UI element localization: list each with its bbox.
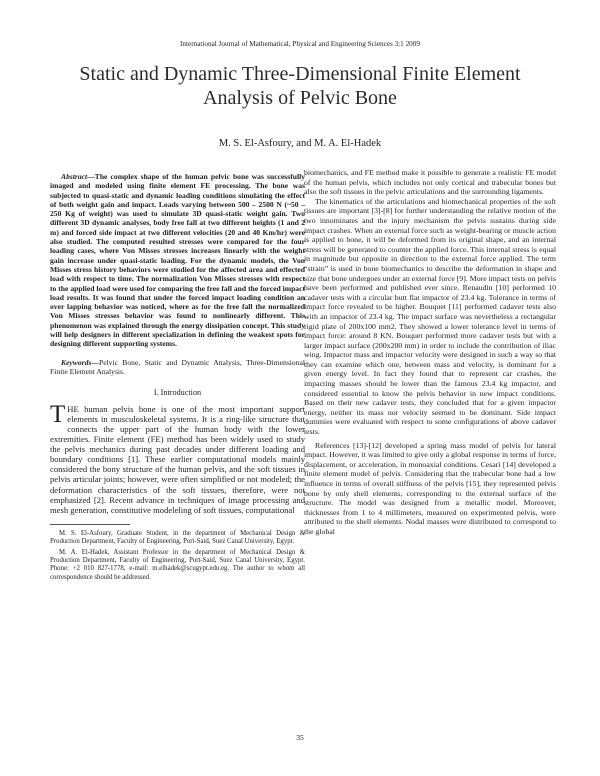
introduction-body xyxy=(50,400,305,515)
section-heading-introduction: I. Introduction xyxy=(153,388,202,398)
footnote-author-2: M. A. El-Hadek, Assistant Professor in the department of Mechanical Design & Production Department, Faculty of Engineering, Port-Said, Suez Canal University, Egypt. Phone: +2 010 827-1778, e-mail: m.elhadek@scugypt.edu.eg. The author to whom all correspondence should be addressed. xyxy=(50,548,305,581)
footnote-author-1: M. S. El-Asfoury, Graduate Student, in the department of Mechanical Design & Production Department, Faculty of Engineering, Port-Said, Suez Canal University, Egypt. xyxy=(50,529,305,546)
abstract xyxy=(50,172,305,376)
intro-paragraph: HE human pelvis bone is one of the most important support elements in musculoskeletal systems. It is a ring-like structure that connects the upper part of the human body with the lower extremities. Finite element (FE) method has been widely used to study the pelvis mechanics during past decades under different loading and boundary conditions [1]. These earlier computational models mainly considered the bony structure of the human pelvis, and the soft tissues in pelvis articular joints; however, were often simplified or not modeled; the deformation characteristics of the soft tissues, therefore, were not emphasized [2]. Recent advance in techniques of image processing and mesh generation, constitutive modeleling of soft tissues, computational xyxy=(50,403,305,515)
right-paragraph-2: The kinematics of the articulations and biomechanical properties of the soft tissues are important [3]-[8] for further understanding the relative motion of the two innominates and the injury mechanism the pelvis sustains during side impact crashes. When an external force such as weight-bearing or muscle action is applied to bone, it will be deformed from its original shape, and an internal stress will be generated to counter the applied force. This internal stress is equal in magnitude but opposite in direction to the external force applied. The term “strain” is used in bone biomechanics to describe the deformation in shape and size that bone undergoes under an external force [9]. More impact tests on pelvis have been performed and published ever since. Renaudin [10] performed 10 cadaver tests with a circular butt flat impactor of 23.4 kg. Tolerance in terms of impact force revealed to be higher. Bouquet [11] performed cadaver tests also with an impactor of 23.4 kg. The impact surface was nevertheless a rectangular rigid plate of 200x100 mm2. They showed a lower tolerance level in terms of impact force: around 8 KN. Bouquet performed more cadaver tests but with a larger impact surface (200x200 mm) in order to include the contribution of iliac wing. Impactor mass and impactor velocity were designed in such a way so that they can examine which one, between mass and velocity, is dominant for a given energy level. In fact they found that to represent car crashes, the impacting masses should be lower than the famous 23.4 kg impactor, and considered essential to know the pelvis behavior in new impact conditions. Based on their new cadaver tests, they concluded that for a given impactor energy, neither its mass nor velocity seemed to be dominant. Side impact dummies were evaluated with respect to some configurations of above cadaver tests. xyxy=(304,196,556,437)
journal-header: International Journal of Mathematical, Physical and Engineering Sciences 3:1 2009 xyxy=(180,40,420,48)
keywords-label: Keywords— xyxy=(61,357,99,367)
drop-cap: T xyxy=(50,400,66,428)
keywords-text: Pelvic Bone, Static and Dynamic Analysis, Three-Dimensional Finite Element Analysis. xyxy=(50,357,305,376)
right-paragraph-3: References [13]-[12] developed a spring mass model of pelvis for lateral impact. However, it was limited to give only a global response in terms of force, displacement, or acceleration, in monoaxial conditions. Cesari [14] developed a finite element model of pelvis. Considering that the trabecular bone had a low influence in terms of overall stiffness of the pelvis [15], they represented pelvis bone by only shell elements, corresponding to the external surface of the structure. The model was designed from a metallic model. Moreover, thicknesses from 1 to 4 millimeters, measured on experimented pelvis, were attributed to the shell elements. Nodal masses were distributed to correspond to the global xyxy=(304,440,556,536)
paper-authors: M. S. El-Asfoury, and M. A. El-Hadek xyxy=(218,138,382,149)
abstract-text: The complex shape of the human pelvic bone was successfully imaged and modeled using finite element FE processing. The bone was subjected to quasi-static and dynamic loading conditions simulating the effect of both weight gain and impact. Loads varying between 500 – 2500 N (~50 – 250 Kg of weight) was used to simulate 3D quasi-static weight gain. Two different 3D dynamic analyses, body free fall at two different heights (1 and 2 m) and forced side impact at two different velocities (20 and 40 Km/hr) were also studied. The computed resulted stresses were compared for the four loading cases, where Von Misses stresses increases linearly with the weight gain increase under quasi-static loading. For the dynamic models, the Von Misses stress history behaviors were studied for the affected area and effected load with respect to time. The normalization Von Misses stresses with respect to the applied load were used for comparing the free fall and the forced impact load results. It was found that under the forced impact loading condition an over lapping behavior was noticed, where as for the free fall the normalized Von Misses stresses behavior was found to nonlinearly different. This phenomenon was explained through the energy dissipation concept. This study will help designers in different specialization in defining the weakest spots for designing different supporting systems. xyxy=(50,172,305,349)
right-paragraph-1: biomechanics, and FE method make it possible to generate a realistic FE model of the human pelvis, which includes not only cortical and trabecular bones but also the soft tissues in the pelvic articulations and the surrounding ligaments. xyxy=(304,168,556,197)
paper-title: Static and Dynamic Three-Dimensional Finite Element Analysis of Pelvic Bone xyxy=(79,63,521,109)
abstract-label: Abstract— xyxy=(61,172,95,181)
footnote-divider xyxy=(50,524,130,525)
page-number: 35 xyxy=(296,733,304,742)
left-column xyxy=(50,172,305,584)
footnotes xyxy=(50,530,305,582)
right-column xyxy=(304,168,556,537)
